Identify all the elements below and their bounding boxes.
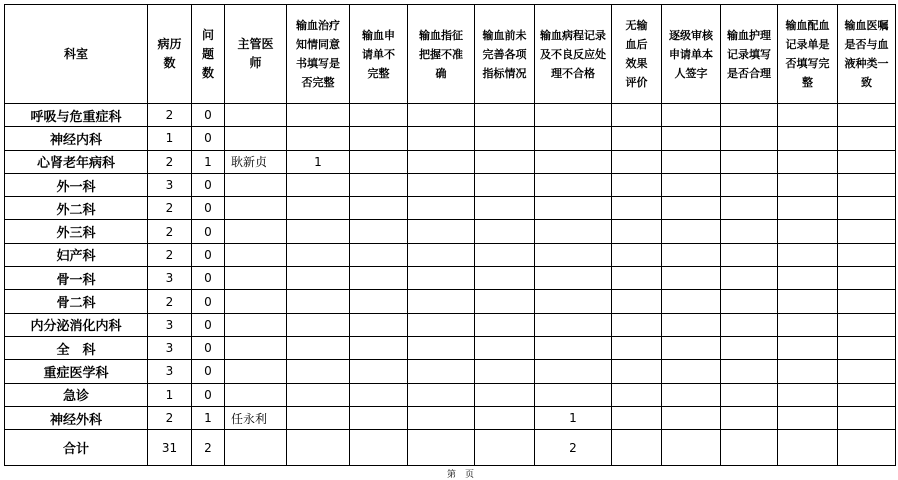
table-row: [5, 243, 896, 266]
dept-cell: 外三科: [5, 220, 148, 243]
empty-cell: [838, 220, 896, 243]
empty-cell: [408, 104, 475, 127]
empty-cell: [408, 267, 475, 290]
empty-cell: [778, 290, 838, 313]
empty-cell: [475, 406, 535, 429]
empty-cell: [475, 150, 535, 173]
cases-cell: 3: [148, 313, 192, 336]
doctor-cell: [225, 267, 287, 290]
consent-cell: [287, 197, 350, 220]
empty-cell: [475, 290, 535, 313]
issues-cell: 0: [192, 197, 225, 220]
course-record-cell: [535, 197, 612, 220]
table-row: [5, 104, 896, 127]
cases-cell: 2: [148, 220, 192, 243]
table-row: [5, 150, 896, 173]
empty-cell: [662, 127, 721, 150]
consent-cell: [287, 290, 350, 313]
empty-cell: [350, 267, 408, 290]
course-record-cell: [535, 336, 612, 359]
page-footer-fragment: 第 页: [447, 470, 475, 480]
cases-cell: 2: [148, 150, 192, 173]
total-label: 合计: [5, 430, 148, 466]
empty-cell: [838, 406, 896, 429]
issues-cell: 0: [192, 220, 225, 243]
empty-cell: [662, 336, 721, 359]
empty-cell: [475, 383, 535, 406]
dept-cell: 妇产科: [5, 243, 148, 266]
header-row: [5, 5, 896, 104]
empty-cell: [612, 150, 662, 173]
header-pre-tests: 输血前未完善各项指标情况: [475, 5, 535, 104]
header-consent: 输血治疗知情同意书填写是否完整: [287, 5, 350, 104]
empty-cell: [408, 336, 475, 359]
empty-cell: [350, 150, 408, 173]
table-row: [5, 336, 896, 359]
empty-cell: [612, 197, 662, 220]
header-evaluation: 无输血后效果评价: [612, 5, 662, 104]
empty-cell: [662, 406, 721, 429]
empty-cell: [350, 104, 408, 127]
empty-cell: [778, 127, 838, 150]
empty-cell: [612, 220, 662, 243]
header-issues: 问题数: [192, 5, 225, 104]
empty-cell: [778, 197, 838, 220]
empty-cell: [662, 243, 721, 266]
empty-cell: [408, 197, 475, 220]
empty-cell: [662, 360, 721, 383]
empty-cell: [838, 243, 896, 266]
empty-cell: [612, 383, 662, 406]
empty-cell: [721, 104, 778, 127]
empty-cell: [225, 430, 287, 466]
empty-cell: [612, 173, 662, 196]
dept-cell: 外二科: [5, 197, 148, 220]
empty-cell: [838, 267, 896, 290]
header-course-record: 输血病程记录及不良反应处理不合格: [535, 5, 612, 104]
consent-cell: [287, 127, 350, 150]
dept-cell: 神经内科: [5, 127, 148, 150]
empty-cell: [475, 220, 535, 243]
empty-cell: [838, 313, 896, 336]
header-review-sign: 逐级审核申请单本人签字: [662, 5, 721, 104]
cases-cell: 3: [148, 173, 192, 196]
empty-cell: [721, 336, 778, 359]
empty-cell: [408, 313, 475, 336]
issues-cell: 1: [192, 150, 225, 173]
issues-cell: 0: [192, 127, 225, 150]
doctor-cell: [225, 104, 287, 127]
empty-cell: [475, 430, 535, 466]
dept-cell: 外一科: [5, 173, 148, 196]
empty-cell: [350, 313, 408, 336]
dept-cell: 骨二科: [5, 290, 148, 313]
empty-cell: [475, 127, 535, 150]
empty-cell: [475, 173, 535, 196]
issues-cell: 0: [192, 360, 225, 383]
doctor-cell: [225, 290, 287, 313]
empty-cell: [778, 220, 838, 243]
total-course-record: 2: [535, 430, 612, 466]
course-record-cell: [535, 150, 612, 173]
empty-cell: [350, 220, 408, 243]
empty-cell: [350, 127, 408, 150]
empty-cell: [287, 430, 350, 466]
empty-cell: [408, 290, 475, 313]
header-cases: 病历数: [148, 5, 192, 104]
cases-cell: 3: [148, 267, 192, 290]
empty-cell: [721, 267, 778, 290]
empty-cell: [778, 313, 838, 336]
empty-cell: [350, 197, 408, 220]
dept-cell: 骨一科: [5, 267, 148, 290]
issues-cell: 0: [192, 267, 225, 290]
issues-cell: 1: [192, 406, 225, 429]
empty-cell: [778, 150, 838, 173]
empty-cell: [721, 430, 778, 466]
dept-cell: 内分泌消化内科: [5, 313, 148, 336]
empty-cell: [721, 127, 778, 150]
empty-cell: [721, 290, 778, 313]
blood-transfusion-audit-table: [4, 4, 896, 466]
empty-cell: [612, 313, 662, 336]
table-row: [5, 313, 896, 336]
empty-cell: [662, 150, 721, 173]
empty-cell: [838, 383, 896, 406]
cases-cell: 3: [148, 360, 192, 383]
empty-cell: [662, 173, 721, 196]
cases-cell: 3: [148, 336, 192, 359]
empty-cell: [721, 197, 778, 220]
issues-cell: 0: [192, 290, 225, 313]
empty-cell: [721, 173, 778, 196]
empty-cell: [721, 313, 778, 336]
empty-cell: [350, 406, 408, 429]
empty-cell: [612, 127, 662, 150]
header-dept: 科室: [5, 5, 148, 104]
total-row: [5, 430, 896, 466]
doctor-cell: [225, 220, 287, 243]
empty-cell: [838, 150, 896, 173]
empty-cell: [350, 430, 408, 466]
empty-cell: [612, 290, 662, 313]
empty-cell: [408, 173, 475, 196]
empty-cell: [721, 243, 778, 266]
table-row: [5, 220, 896, 243]
empty-cell: [778, 383, 838, 406]
course-record-cell: [535, 267, 612, 290]
header-application: 输血申请单不完整: [350, 5, 408, 104]
header-blood-type: 输血医嘱是否与血液种类一致: [838, 5, 896, 104]
empty-cell: [778, 360, 838, 383]
empty-cell: [662, 104, 721, 127]
course-record-cell: [535, 290, 612, 313]
header-matching: 输血配血记录单是否填写完整: [778, 5, 838, 104]
empty-cell: [408, 406, 475, 429]
empty-cell: [475, 197, 535, 220]
cases-cell: 2: [148, 290, 192, 313]
cases-cell: 2: [148, 406, 192, 429]
consent-cell: [287, 267, 350, 290]
dept-cell: 急诊: [5, 383, 148, 406]
empty-cell: [662, 197, 721, 220]
table-row: [5, 290, 896, 313]
empty-cell: [662, 290, 721, 313]
doctor-cell: [225, 383, 287, 406]
empty-cell: [838, 104, 896, 127]
consent-cell: [287, 313, 350, 336]
empty-cell: [662, 383, 721, 406]
course-record-cell: [535, 383, 612, 406]
empty-cell: [778, 104, 838, 127]
empty-cell: [612, 406, 662, 429]
course-record-cell: [535, 127, 612, 150]
doctor-cell: 任永利: [225, 406, 287, 429]
empty-cell: [475, 360, 535, 383]
empty-cell: [838, 173, 896, 196]
consent-cell: [287, 243, 350, 266]
empty-cell: [838, 430, 896, 466]
doctor-cell: [225, 197, 287, 220]
empty-cell: [662, 267, 721, 290]
consent-cell: [287, 360, 350, 383]
empty-cell: [612, 104, 662, 127]
issues-cell: 0: [192, 104, 225, 127]
empty-cell: [838, 127, 896, 150]
course-record-cell: [535, 243, 612, 266]
consent-cell: [287, 406, 350, 429]
empty-cell: [721, 383, 778, 406]
doctor-cell: 耿新贞: [225, 150, 287, 173]
empty-cell: [408, 383, 475, 406]
table-row: [5, 360, 896, 383]
course-record-cell: [535, 220, 612, 243]
table-row: [5, 127, 896, 150]
course-record-cell: [535, 313, 612, 336]
empty-cell: [475, 104, 535, 127]
empty-cell: [778, 430, 838, 466]
empty-cell: [838, 290, 896, 313]
consent-cell: [287, 173, 350, 196]
course-record-cell: [535, 104, 612, 127]
consent-cell: 1: [287, 150, 350, 173]
issues-cell: 0: [192, 243, 225, 266]
empty-cell: [838, 336, 896, 359]
total-issues: 2: [192, 430, 225, 466]
empty-cell: [475, 336, 535, 359]
empty-cell: [838, 360, 896, 383]
empty-cell: [350, 173, 408, 196]
empty-cell: [778, 406, 838, 429]
doctor-cell: [225, 127, 287, 150]
cases-cell: 1: [148, 383, 192, 406]
header-nursing: 输血护理记录填写是否合理: [721, 5, 778, 104]
empty-cell: [350, 290, 408, 313]
consent-cell: [287, 336, 350, 359]
empty-cell: [721, 406, 778, 429]
cases-cell: 1: [148, 127, 192, 150]
empty-cell: [612, 336, 662, 359]
empty-cell: [778, 267, 838, 290]
empty-cell: [612, 360, 662, 383]
course-record-cell: 1: [535, 406, 612, 429]
header-indication: 输血指征把握不准确: [408, 5, 475, 104]
table-row: [5, 197, 896, 220]
empty-cell: [408, 127, 475, 150]
empty-cell: [408, 243, 475, 266]
consent-cell: [287, 104, 350, 127]
dept-cell: 重症医学科: [5, 360, 148, 383]
empty-cell: [662, 313, 721, 336]
empty-cell: [408, 220, 475, 243]
empty-cell: [408, 430, 475, 466]
empty-cell: [475, 267, 535, 290]
table-row: [5, 173, 896, 196]
empty-cell: [350, 336, 408, 359]
doctor-cell: [225, 360, 287, 383]
issues-cell: 0: [192, 313, 225, 336]
empty-cell: [778, 336, 838, 359]
issues-cell: 0: [192, 383, 225, 406]
empty-cell: [778, 173, 838, 196]
dept-cell: 全 科: [5, 336, 148, 359]
empty-cell: [721, 360, 778, 383]
empty-cell: [612, 243, 662, 266]
doctor-cell: [225, 173, 287, 196]
empty-cell: [408, 150, 475, 173]
course-record-cell: [535, 173, 612, 196]
empty-cell: [662, 430, 721, 466]
empty-cell: [612, 267, 662, 290]
doctor-cell: [225, 243, 287, 266]
table-row: [5, 383, 896, 406]
empty-cell: [408, 360, 475, 383]
course-record-cell: [535, 360, 612, 383]
empty-cell: [838, 197, 896, 220]
empty-cell: [350, 243, 408, 266]
empty-cell: [778, 243, 838, 266]
empty-cell: [662, 220, 721, 243]
cases-cell: 2: [148, 197, 192, 220]
doctor-cell: [225, 336, 287, 359]
doctor-cell: [225, 313, 287, 336]
empty-cell: [721, 220, 778, 243]
consent-cell: [287, 220, 350, 243]
cases-cell: 2: [148, 104, 192, 127]
table-row: [5, 406, 896, 429]
dept-cell: 呼吸与危重症科: [5, 104, 148, 127]
cases-cell: 2: [148, 243, 192, 266]
issues-cell: 0: [192, 173, 225, 196]
empty-cell: [721, 150, 778, 173]
table-row: [5, 267, 896, 290]
header-doctor: 主管医师: [225, 5, 287, 104]
issues-cell: 0: [192, 336, 225, 359]
total-cases: 31: [148, 430, 192, 466]
empty-cell: [475, 243, 535, 266]
empty-cell: [350, 360, 408, 383]
empty-cell: [350, 383, 408, 406]
consent-cell: [287, 383, 350, 406]
dept-cell: 神经外科: [5, 406, 148, 429]
empty-cell: [612, 430, 662, 466]
dept-cell: 心肾老年病科: [5, 150, 148, 173]
empty-cell: [475, 313, 535, 336]
